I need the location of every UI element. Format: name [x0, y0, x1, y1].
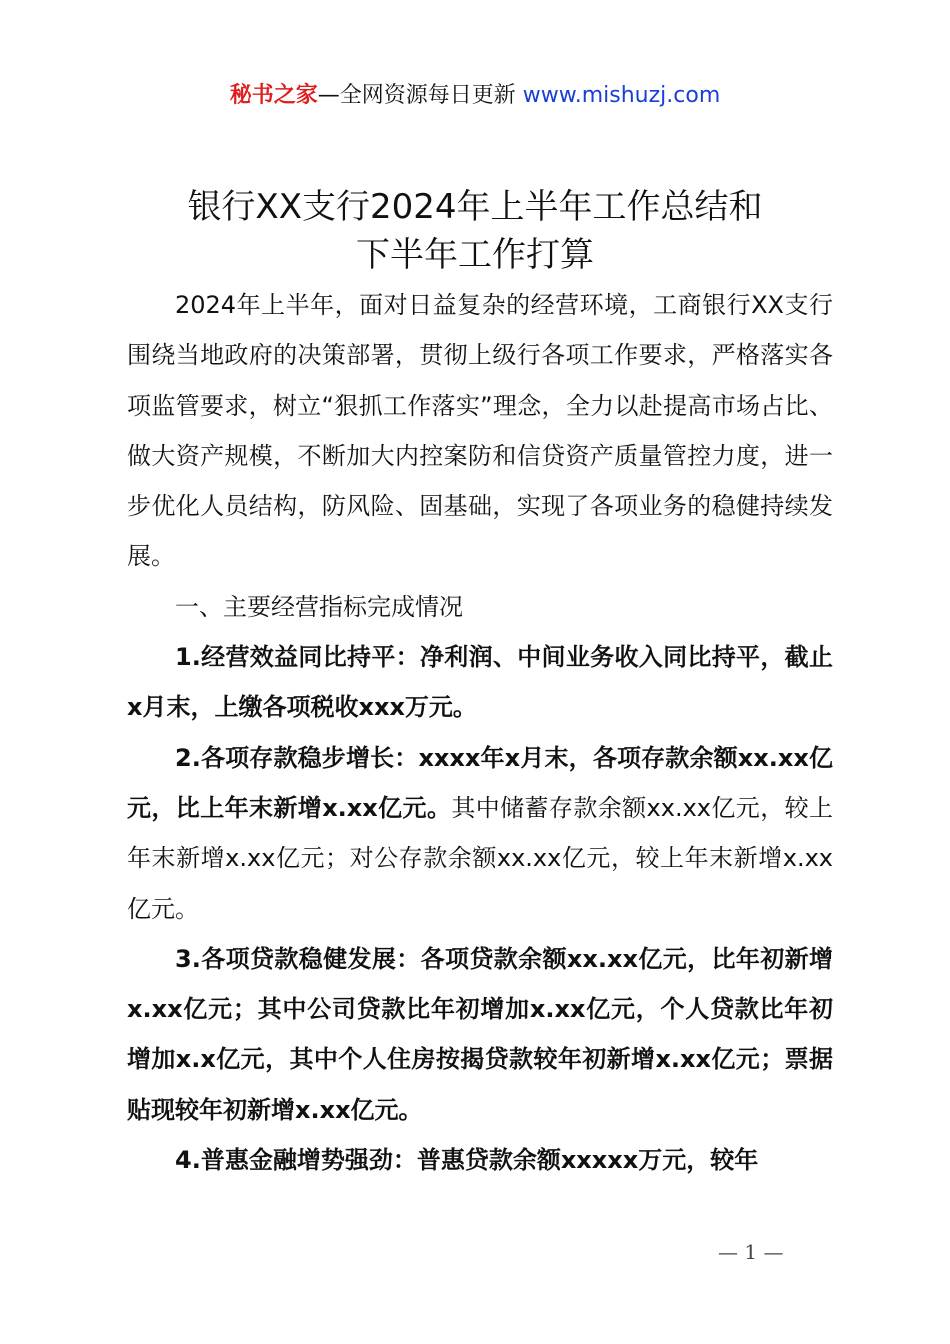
site-brand: 秘书之家	[229, 83, 318, 108]
page-number: — 1 —	[718, 1240, 784, 1264]
item-2-normal-text: 其中储蓄存款余额xx.xx亿元，较上年末新增x.xx亿元；对公存款余额xx.xx亿元，较上年末新增x.xx亿元。	[127, 793, 833, 923]
intro-paragraph: 2024年上半年，面对日益复杂的经营环境，工商银行XX支行围绕当地政府的决策部署，贯彻上级行各项工作要求，严格落实各项监管要求，树立“狠抓工作落实”理念，全力以赴提高市场占比、做大资产规模，不断加大内控案防和信贷资产质量管控力度，进一步优化人员结构，防风险、固基础，实现了各项业务的稳健持续发展。	[127, 291, 833, 571]
site-url: www.mishuzj.com	[515, 83, 721, 108]
section-heading: 一、主要经营指标完成情况	[175, 592, 463, 621]
document-body	[127, 280, 833, 1185]
document-title-line-1: 银行XX支行2024年上半年工作总结和	[187, 187, 763, 227]
item-4-paragraph: 4.普惠金融增势强劲：普惠贷款余额xxxxx万元，较年	[175, 1146, 759, 1175]
item-1-paragraph: 1.经营效益同比持平：净利润、中间业务收入同比持平，截止x月末，上缴各项税收xxx万元。	[127, 643, 833, 722]
site-slogan: —全网资源每日更新	[317, 83, 516, 108]
item-2-paragraph	[127, 733, 833, 934]
site-header	[0, 82, 950, 110]
item-3-paragraph: 3.各项贷款稳健发展：各项贷款余额xx.xx亿元，比年初新增x.xx亿元；其中公司贷款比年初增加x.xx亿元，个人贷款比年初增加x.x亿元，其中个人住房按揭贷款较年初新增x.xx亿元；票据贴现较年初新增x.xx亿元。	[127, 944, 833, 1124]
item-2-bold-text: 2.各项存款稳步增长：xxxx年x月末，各项存款余额xx.xx亿元，比上年末新增x.xx亿元。	[127, 743, 833, 822]
document-title-line-2: 下半年工作打算	[356, 235, 594, 275]
